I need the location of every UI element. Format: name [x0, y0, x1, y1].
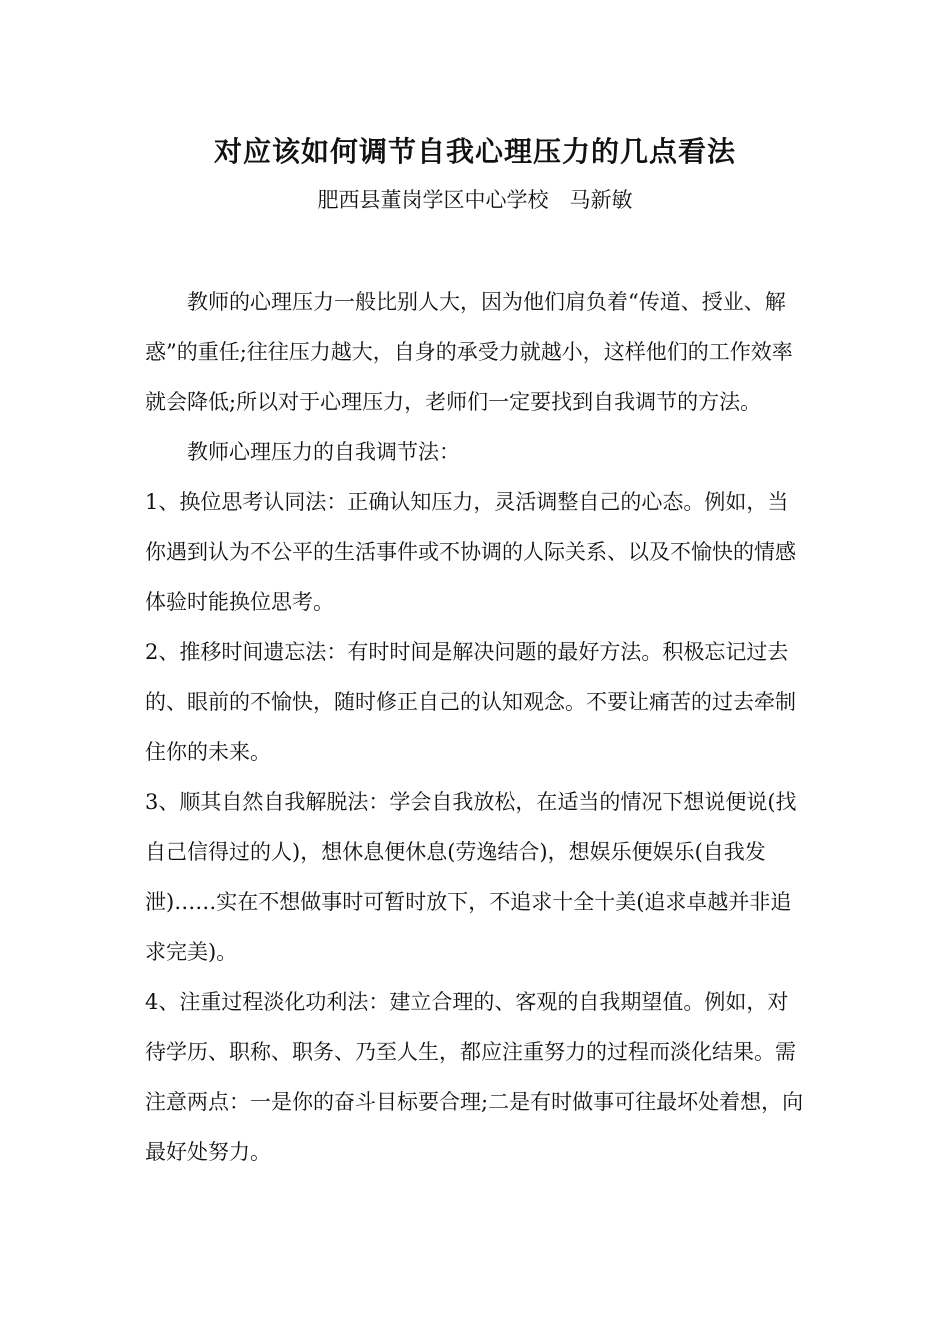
paragraph-item-3: 3、顺其自然自我解脱法：学会自我放松，在适当的情况下想说便说(找自己信得过的人)，想休息便休息(劳逸结合)，想娱乐便娱乐(自我发泄)……实在不想做事时可暂时放下，不追求十全十美(追求卓越并非追求完美)。 [145, 790, 797, 964]
paragraph-item-2: 2、推移时间遗忘法：有时时间是解决问题的最好方法。积极忘记过去的、眼前的不愉快，随时修正自己的认知观念。不要让痛苦的过去牵制住你的未来。 [145, 640, 796, 764]
document-title: 对应该如何调节自我心理压力的几点看法 [213, 135, 736, 168]
paragraph-item-4: 4、注重过程淡化功利法：建立合理的、客观的自我期望值。例如，对待学历、职称、职务、乃至人生，都应注重努力的过程而淡化结果。需注意两点：一是你的奋斗目标要合理;二是有时做事可往最坏处着想，向最好处努力。 [145, 990, 804, 1164]
document-body [145, 277, 805, 1177]
paragraph-heading: 教师心理压力的自我调节法： [187, 440, 460, 464]
paragraph-item-1: 1、换位思考认同法：正确认知压力，灵活调整自己的心态。例如，当你遇到认为不公平的生活事件或不协调的人际关系、以及不愉快的情感体验时能换位思考。 [145, 490, 796, 614]
author-line: 肥西县董岗学区中心学校 马新敏 [317, 188, 633, 212]
paragraph-intro: 教师的心理压力一般比别人大，因为他们肩负着“传道、授业、解惑”的重任;往往压力越大，自身的承受力就越小，这样他们的工作效率就会降低;所以对于心理压力，老师们一定要找到自我调节的方法。 [145, 290, 793, 414]
